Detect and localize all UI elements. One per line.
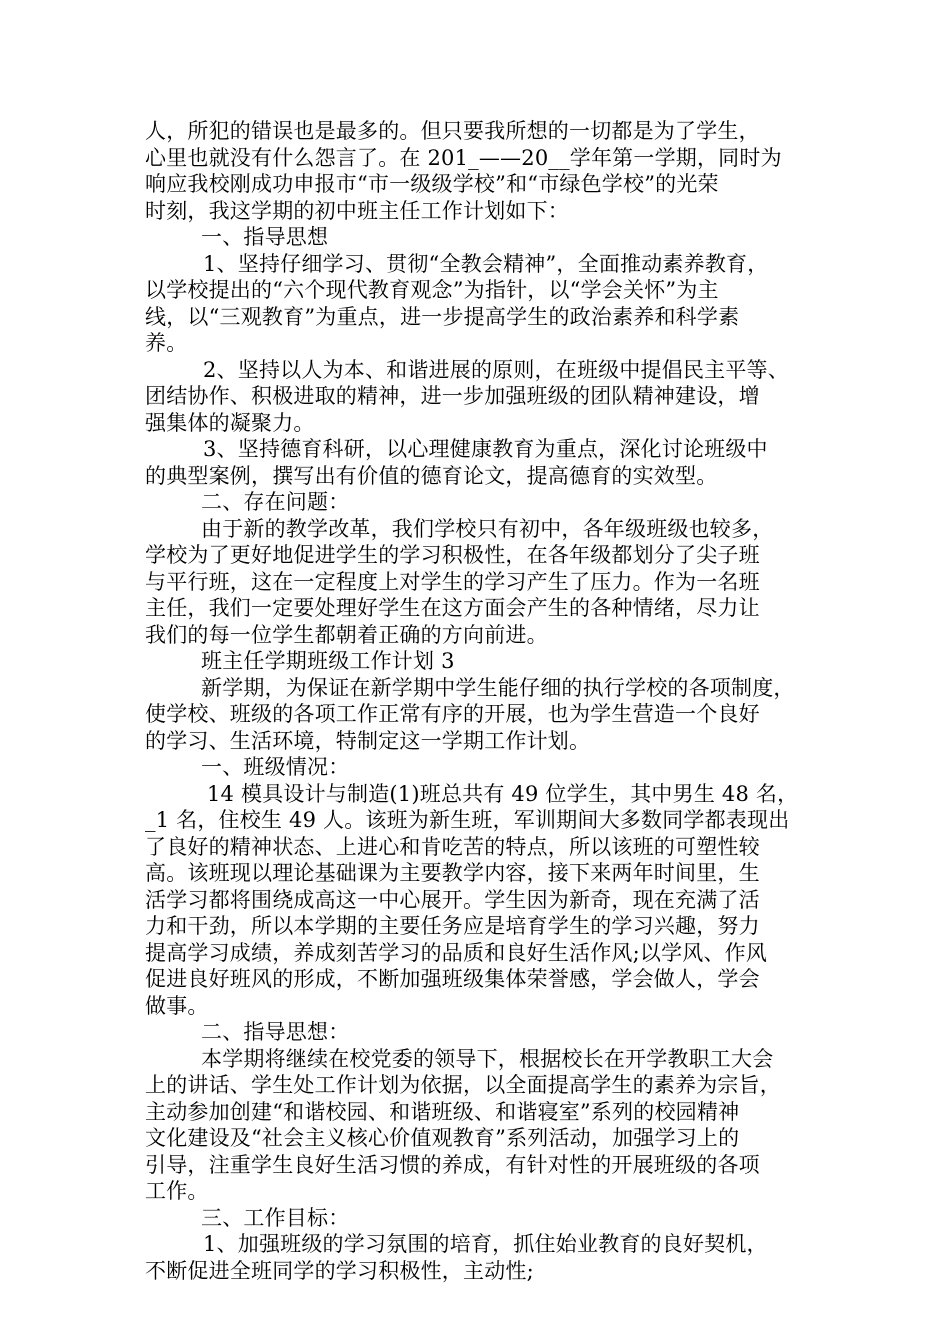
text-line: 线，以“三观教育”为重点，进一步提高学生的政治素养和科学素 [145,304,740,329]
text-line: 上的讲话、学生处工作计划为依据，以全面提高学生的素养为宗旨， [145,1073,781,1097]
text-line: 主任，我们一定要处理好学生在这方面会产生的各种情绪，尽力让 [145,596,760,620]
paragraph-start: 新学期，为保证在新学期中学生能仔细的执行学校的各项制度， [201,675,795,700]
paragraph-start: 1、加强班级的学习氛围的培育，抓住始业教育的良好契机， [203,1232,768,1256]
paragraph-start: 3、坚持德育科研，以心理健康教育为重点，深化讨论班级中 [203,437,768,461]
paragraph-start: 1、坚持仔细学习、贯彻“全教会精神”，全面推动素养教育， [203,251,769,276]
document-page [145,118,813,1284]
text-line: 高。该班现以理论基础课为主要教学内容，接下来两年时间里，生 [145,861,760,885]
text-line: 我们的每一位学生都朝着正确的方向前进。 [145,622,548,647]
text-line: 以学校提出的“六个现代教育观念”为指针，以“学会关怀”为主 [145,278,719,302]
text-line: 强集体的凝聚力。 [145,410,315,435]
text-line: 提高学习成绩，养成刻苦学习的品质和良好生活作风;以学风、作风 [145,940,768,965]
text-line: 促进良好班风的形成，不断加强班级集体荣誉感，学会做人，学会 [145,967,760,991]
text-line: 养。 [145,331,188,355]
text-line: 与平行班，这在一定程度上对学生的学习产生了压力。作为一名班 [145,569,760,594]
text-line: 团结协作、积极进取的精神，进一步加强班级的团队精神建设，增 [145,384,760,408]
text-line: 的学习、生活环境，特制定这一学期工作计划。 [145,728,591,753]
paragraph-start: 14 模具设计与制造(1)班总共有 49 位学生，其中男生 48 名， [207,781,799,806]
section-heading: 二、指导思想： [201,1020,350,1044]
section-heading: 二、存在问题： [201,490,350,514]
text-line: _1 名，住校生 49 人。该班为新生班，军训期间大多数同学都表现出 [145,808,790,832]
text-line: 响应我校刚成功申报市“市一级级学校”和“市绿色学校”的光荣 [145,172,719,196]
paragraph-start: 由于新的教学改革，我们学校只有初中，各年级班级也较多， [201,516,774,541]
text-line: 引导，注重学生良好生活习惯的养成，有针对性的开展班级的各项 [145,1152,760,1177]
text-line: 了良好的精神状态、上进心和肯吃苦的特点，所以该班的可塑性较 [145,834,760,859]
text-line: 心里也就没有什么怨言了。在 201_——20__学年第一学期，同时为 [145,145,782,170]
text-line: 人，所犯的错误也是最多的。但只要我所想的一切都是为了学生， [145,119,760,143]
paragraph-start: 2、坚持以人为本、和谐进展的原则，在班级中提倡民主平等、 [203,357,789,382]
text-line: 时刻，我这学期的初中班主任工作计划如下： [145,198,569,223]
text-line: 文化建设及“社会主义核心价值观教育”系列活动，加强学习上的 [145,1126,740,1150]
paragraph-start: 本学期将继续在校党委的领导下，根据校长在开学教职工大会 [201,1046,774,1071]
text-line: 的典型案例，撰写出有价值的德育论文，提高德育的实效型。 [145,463,718,488]
section-heading: 一、指导思想 [201,225,329,249]
text-line: 做事。 [145,993,209,1018]
section-heading: 一、班级情况： [201,755,350,779]
text-line: 工作。 [145,1179,209,1203]
text-line: 不断促进全班同学的学习积极性，主动性; [145,1258,534,1283]
text-line: 主动参加创建“和谐校园、和谐班级、和谐寝室”系列的校园精神 [145,1099,740,1124]
section-heading: 三、工作目标： [201,1205,350,1230]
text-line: 使学校、班级的各项工作正常有序的开展，也为学生营造一个良好 [145,702,760,726]
section-title: 班主任学期班级工作计划 3 [201,649,455,673]
text-line: 力和干劲，所以本学期的主要任务应是培育学生的学习兴趣，努力 [145,914,760,938]
text-line: 学校为了更好地促进学生的学习积极性，在各年级都划分了尖子班 [145,543,760,567]
text-line: 活学习都将围绕成高这一中心展开。学生因为新奇，现在充满了活 [145,887,760,912]
